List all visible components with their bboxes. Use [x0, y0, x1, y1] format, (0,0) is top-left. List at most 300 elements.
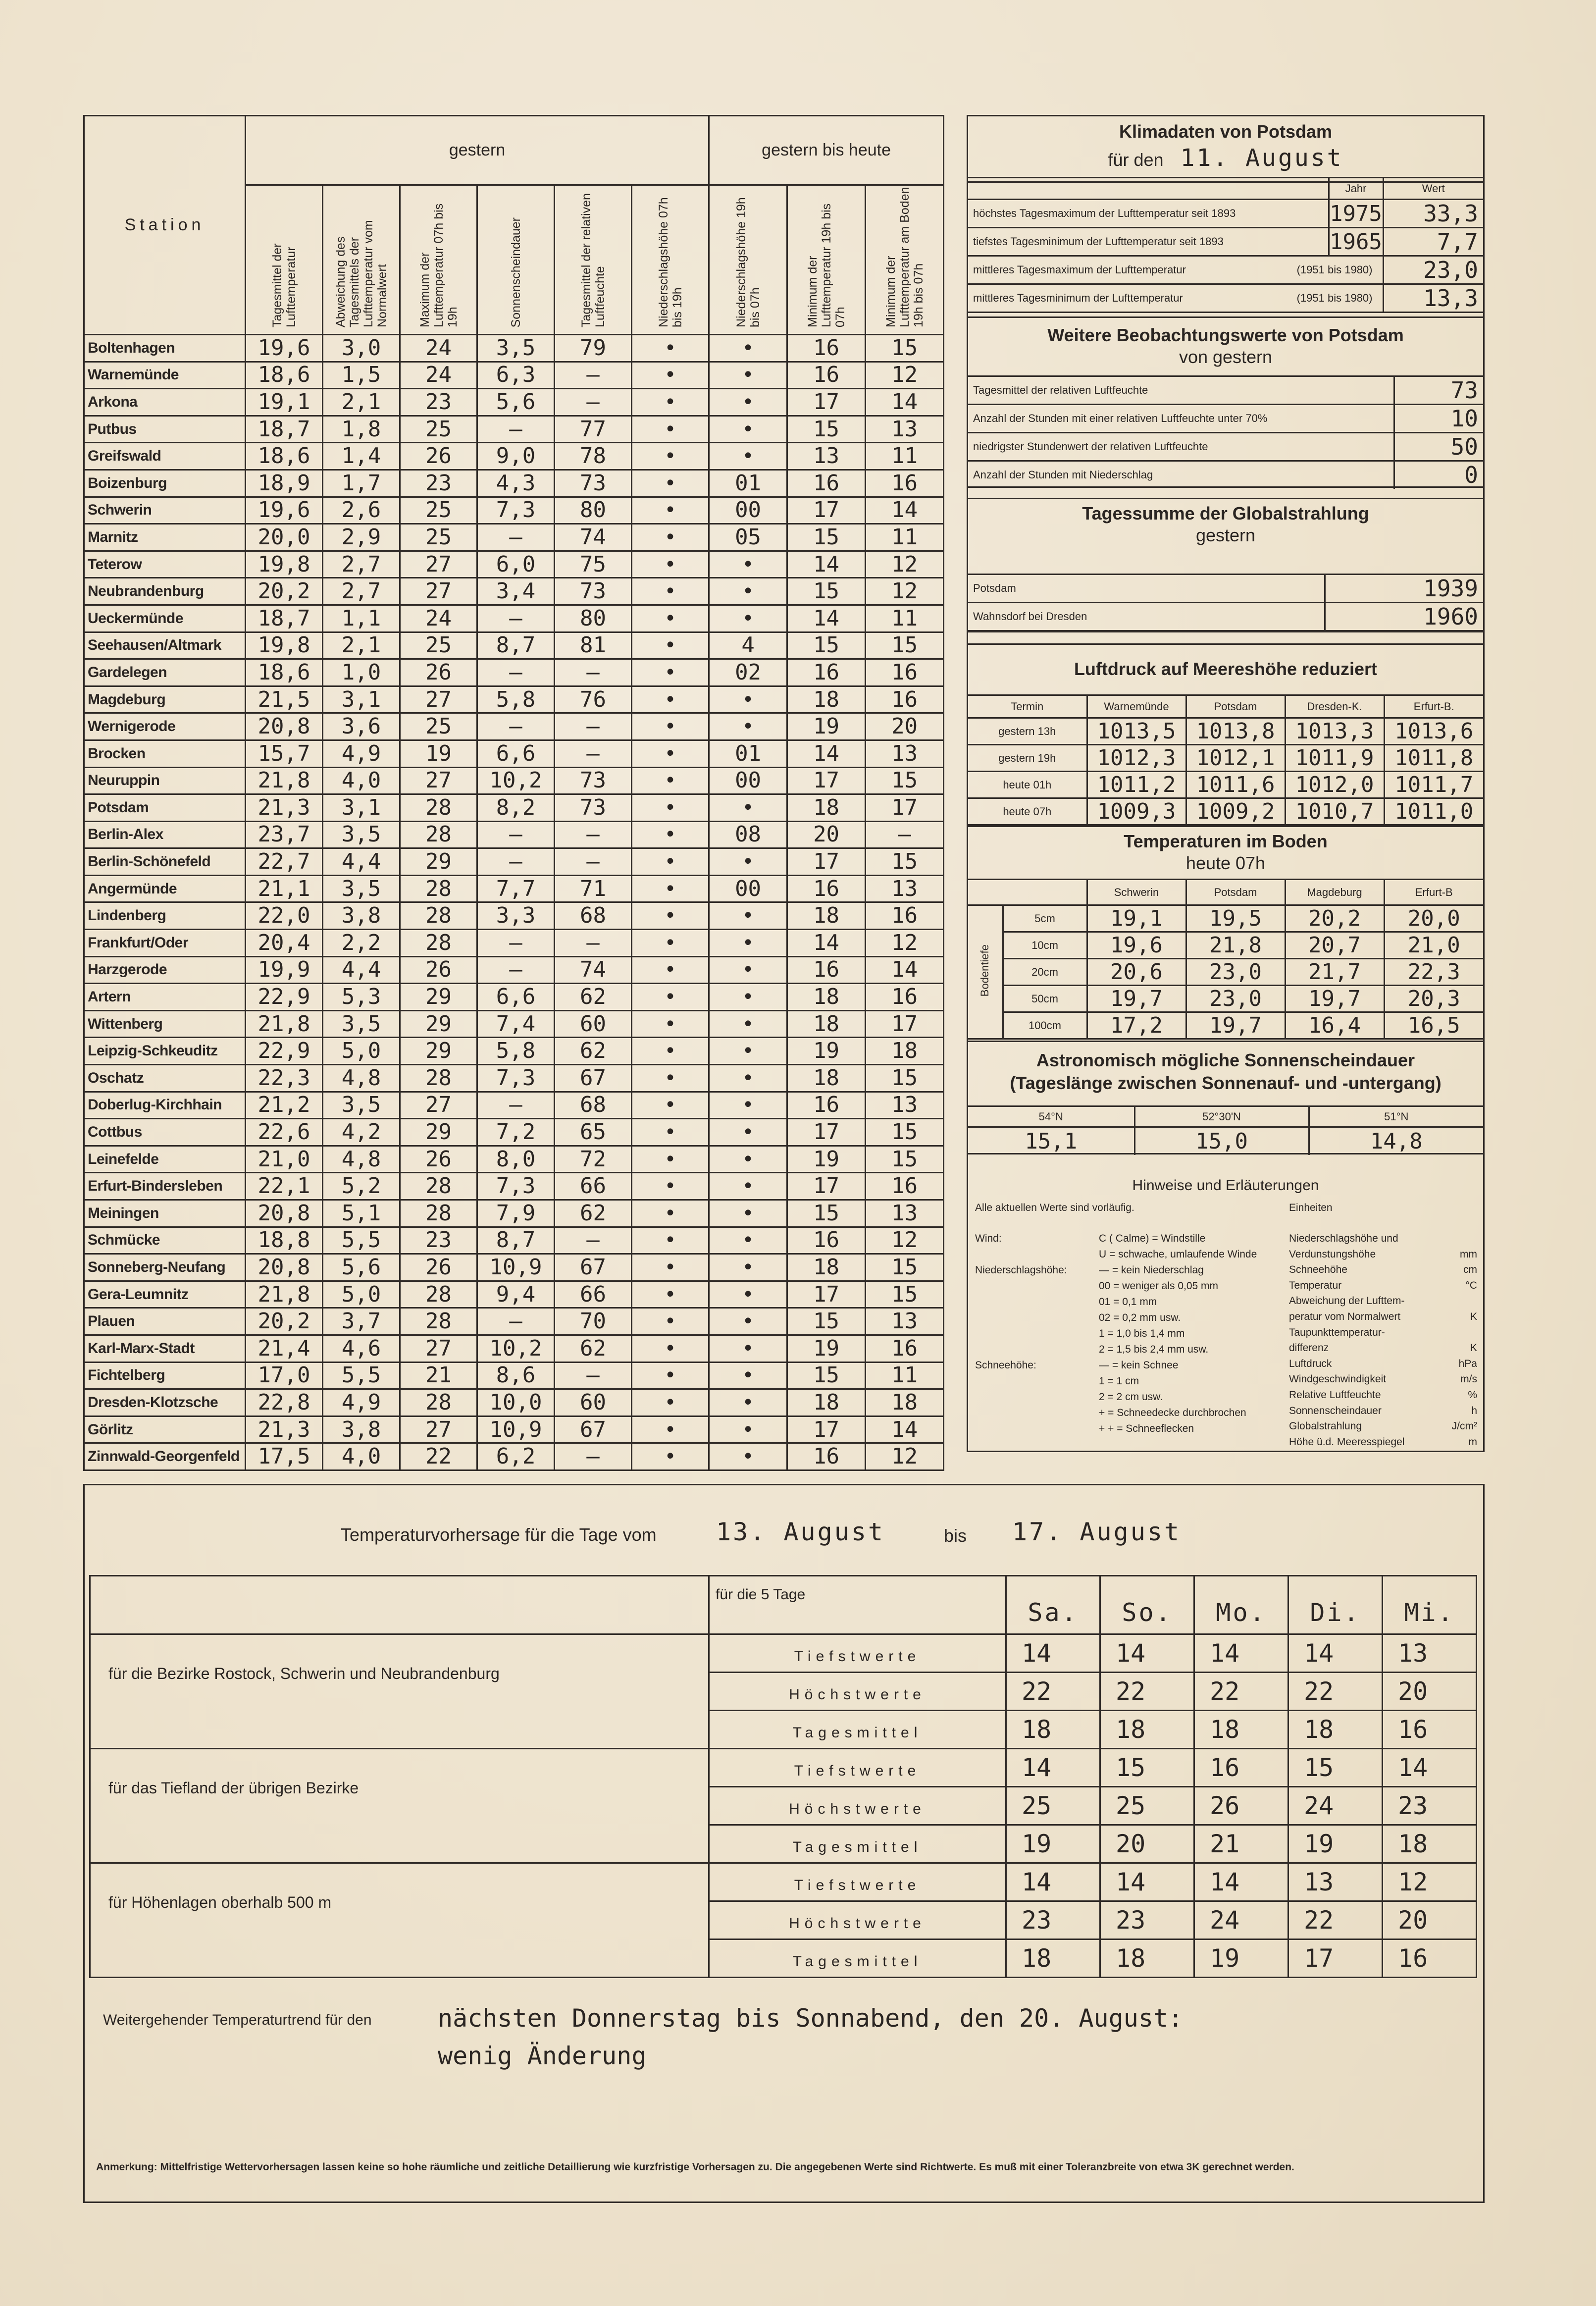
station-name: Seehausen/Altmark: [84, 632, 246, 659]
station-value: 62: [555, 1200, 632, 1227]
station-value: 21,5: [246, 686, 323, 713]
station-value: 66: [555, 1173, 632, 1200]
station-value: 28: [400, 1200, 477, 1227]
station-value: 8,0: [477, 1146, 555, 1173]
station-value: 3,5: [323, 821, 400, 848]
station-value: —: [477, 524, 555, 551]
station-value: 15: [787, 578, 866, 605]
station-value: 16: [866, 470, 944, 497]
station-value: —: [555, 1443, 632, 1470]
station-value: 16: [787, 470, 866, 497]
forecast-row: [90, 1749, 1477, 1787]
station-value: 28: [400, 1173, 477, 1200]
station-value: •: [709, 1389, 787, 1416]
klima-row-wert: 33,3: [1383, 200, 1483, 228]
boden-header: Erfurt-B: [1384, 880, 1483, 905]
station-value: 16: [866, 1173, 944, 1200]
station-value: 4,9: [323, 740, 400, 767]
weekday-header: So.: [1100, 1576, 1194, 1634]
legend-line: [975, 1421, 1282, 1437]
station-value: •: [632, 1362, 709, 1389]
station-value: 22,0: [246, 902, 323, 930]
forecast-value: 22: [1006, 1673, 1100, 1711]
forecast-value: 14: [1100, 1634, 1194, 1673]
station-value: 8,7: [477, 632, 555, 659]
station-value: 62: [555, 1038, 632, 1065]
station-value: 16: [866, 659, 944, 686]
station-value: 18,6: [246, 443, 323, 470]
astro-value: 15,0: [1134, 1127, 1309, 1155]
row-type: Höchstwerte: [709, 1787, 1006, 1825]
boden-value: 19,7: [1087, 986, 1186, 1012]
forecast-value: 21: [1194, 1825, 1288, 1863]
station-value: 5,6: [477, 389, 555, 416]
right-panel: [967, 115, 1485, 1452]
station-row: [84, 524, 944, 551]
station-value: 12: [866, 1227, 944, 1254]
station-value: 20: [866, 713, 944, 740]
group-gestern-bis-heute: gestern bis heute: [709, 116, 944, 185]
station-value: 5,3: [323, 984, 400, 1011]
column-header: [477, 185, 555, 335]
row-type: Tagesmittel: [709, 1939, 1006, 1978]
station-value: 4,8: [323, 1065, 400, 1092]
station-value: 1,0: [323, 659, 400, 686]
legend-value: + = Schneedecke durchbrochen: [1099, 1407, 1246, 1418]
klima-col-jahr: Jahr: [1329, 178, 1383, 200]
station-value: 26: [400, 1146, 477, 1173]
station-value: 14: [787, 551, 866, 578]
legend-value: — = kein Niederschlag: [1099, 1264, 1204, 1276]
klima-row-label-cell: [968, 284, 1383, 313]
unit-key: Höhe ü.d. Meeresspiegel: [1289, 1436, 1405, 1448]
legend-line: [975, 1294, 1282, 1310]
boden-header: Schwerin: [1087, 880, 1186, 905]
station-value: 16: [866, 1335, 944, 1362]
station-value: 73: [555, 470, 632, 497]
forecast-value: 16: [1383, 1939, 1477, 1978]
boden-depth: 50cm: [1003, 986, 1087, 1012]
boden-row: [968, 932, 1483, 959]
column-header-text: Niederschlagshöhe 19h bis 07h: [734, 197, 762, 327]
weitere-table: [968, 375, 1483, 489]
unit-symbol: mm: [1460, 1248, 1477, 1260]
unit-line: [1289, 1356, 1477, 1372]
station-row: [84, 875, 944, 902]
station-row: [84, 1092, 944, 1119]
station-value: 15: [866, 335, 944, 362]
hinweise-units-title: Einheiten: [1289, 1202, 1333, 1213]
station-value: 29: [400, 1119, 477, 1146]
column-header-text: Abweichung des Tagesmittels der Lufttemperatur vom Normalwert: [333, 220, 389, 327]
station-value: •: [709, 1173, 787, 1200]
forecast-value: 18: [1288, 1711, 1383, 1749]
klima-row-period: (1951 bis 1980): [1296, 263, 1373, 276]
forecast-to: 17. August: [1012, 1518, 1182, 1546]
station-value: 23: [400, 1227, 477, 1254]
station-value: 19: [787, 713, 866, 740]
column-header-text: Niederschlagshöhe 07h bis 19h: [656, 197, 684, 327]
station-value: 14: [787, 930, 866, 957]
station-value: •: [709, 416, 787, 443]
station-value: •: [632, 497, 709, 524]
station-value: •: [632, 848, 709, 876]
row-type: Höchstwerte: [709, 1901, 1006, 1939]
forecast-from: 13. August: [716, 1518, 885, 1546]
luftdruck-title: Luftdruck auf Meereshöhe reduziert: [1074, 659, 1378, 679]
station-value: 28: [400, 821, 477, 848]
station-value: •: [632, 524, 709, 551]
station-row: [84, 1254, 944, 1281]
station-value: 22,6: [246, 1119, 323, 1146]
station-value: 16: [787, 875, 866, 902]
station-value: 22,7: [246, 848, 323, 876]
station-name: Gardelegen: [84, 659, 246, 686]
station-value: 28: [400, 930, 477, 957]
region-name: für Höhenlagen oberhalb 500 m: [90, 1863, 709, 1978]
column-header-text: Tagesmittel der Lufttemperatur: [270, 243, 298, 327]
station-value: •: [632, 956, 709, 984]
station-value: 6,6: [477, 740, 555, 767]
boden-side-label-cell: [968, 905, 1003, 1039]
station-value: 16: [866, 902, 944, 930]
station-value: •: [632, 443, 709, 470]
station-value: 27: [400, 1335, 477, 1362]
station-value: 11: [866, 443, 944, 470]
station-value: 16: [787, 1092, 866, 1119]
forecast-value: 24: [1194, 1901, 1288, 1939]
station-value: 79: [555, 335, 632, 362]
station-value: •: [632, 578, 709, 605]
station-row: [84, 713, 944, 740]
station-value: 26: [400, 659, 477, 686]
luftdruck-value: 1013,3: [1285, 718, 1384, 745]
station-value: 4,0: [323, 1443, 400, 1470]
station-value: 08: [709, 821, 787, 848]
station-value: •: [709, 984, 787, 1011]
station-value: 5,1: [323, 1200, 400, 1227]
station-value: 10,9: [477, 1254, 555, 1281]
boden-depth: 100cm: [1003, 1012, 1087, 1039]
station-value: 27: [400, 767, 477, 794]
legend-value: 2 = 2 cm usw.: [1099, 1391, 1163, 1403]
station-value: •: [632, 362, 709, 389]
station-value: 24: [400, 362, 477, 389]
row-type: Tagesmittel: [709, 1825, 1006, 1863]
hinweise-units: [1289, 1231, 1477, 1450]
station-name: Frankfurt/Oder: [84, 930, 246, 957]
station-row: [84, 1362, 944, 1389]
luftdruck-value: 1010,7: [1285, 798, 1384, 825]
station-value: 29: [400, 1038, 477, 1065]
station-value: 13: [866, 416, 944, 443]
station-name: Schwerin: [84, 497, 246, 524]
legend-line: [975, 1373, 1282, 1389]
station-value: •: [632, 821, 709, 848]
forecast-value: 18: [1006, 1711, 1100, 1749]
forecast-value: 22: [1194, 1673, 1288, 1711]
station-name: Meiningen: [84, 1200, 246, 1227]
station-value: •: [632, 1200, 709, 1227]
station-value: •: [709, 902, 787, 930]
unit-line: [1289, 1340, 1477, 1356]
station-row: [84, 794, 944, 822]
station-value: 28: [400, 875, 477, 902]
station-row: [84, 1335, 944, 1362]
station-value: 22: [400, 1443, 477, 1470]
boden-depth: 5cm: [1003, 905, 1087, 932]
station-value: •: [709, 1443, 787, 1470]
station-value: 73: [555, 578, 632, 605]
station-value: 27: [400, 1092, 477, 1119]
station-value: 26: [400, 443, 477, 470]
luftdruck-row: [968, 745, 1483, 772]
station-row: [84, 470, 944, 497]
legend-key: [975, 1405, 1099, 1421]
forecast-value: 20: [1100, 1825, 1194, 1863]
station-row: [84, 1038, 944, 1065]
station-value: 10,9: [477, 1416, 555, 1443]
station-value: 20,8: [246, 1254, 323, 1281]
global-title: Tagessumme der Globalstrahlung: [1082, 503, 1369, 524]
station-value: 11: [866, 524, 944, 551]
forecast-value: 14: [1194, 1634, 1288, 1673]
unit-line: [1289, 1278, 1477, 1294]
station-value: 24: [400, 605, 477, 632]
boden-side-label: Bodentiefe: [978, 944, 991, 997]
forecast-value: 14: [1383, 1749, 1477, 1787]
station-value: •: [709, 1119, 787, 1146]
column-header-text: Minimum der Lufttemperatur 19h bis 07h: [805, 203, 847, 327]
legend-value: — = kein Schnee: [1099, 1360, 1179, 1371]
station-row: [84, 1200, 944, 1227]
legend-key: [975, 1389, 1099, 1405]
station-value: 21,8: [246, 767, 323, 794]
station-value: 3,5: [477, 335, 555, 362]
trend-line-2: wenig Änderung: [438, 2042, 647, 2070]
legend-value: U = schwache, umlaufende Winde: [1099, 1249, 1257, 1260]
legend-key: [975, 1373, 1099, 1389]
klima-header: [968, 116, 1483, 183]
station-row: [84, 1281, 944, 1308]
astro-title: Astronomisch mögliche Sonnenscheindauer: [1036, 1050, 1415, 1070]
weekday-header: Sa.: [1006, 1576, 1100, 1634]
forecast-value: 16: [1194, 1749, 1288, 1787]
station-value: —: [477, 848, 555, 876]
station-value: •: [632, 1443, 709, 1470]
forecast-bis: bis: [944, 1525, 967, 1546]
column-header: [400, 185, 477, 335]
station-value: 17: [787, 1281, 866, 1308]
unit-key: Verdunstungshöhe: [1289, 1248, 1376, 1260]
station-name: Cottbus: [84, 1119, 246, 1146]
forecast-value: 22: [1288, 1901, 1383, 1939]
boden-title: Temperaturen im Boden: [1124, 831, 1328, 851]
station-value: 27: [400, 578, 477, 605]
station-value: 15,7: [246, 740, 323, 767]
station-value: 28: [400, 1065, 477, 1092]
station-row: [84, 497, 944, 524]
luftdruck-row: [968, 798, 1483, 825]
station-value: 23: [400, 470, 477, 497]
station-value: •: [632, 1119, 709, 1146]
legend-value: 01 = 0,1 mm: [1099, 1296, 1157, 1308]
station-value: 18,9: [246, 470, 323, 497]
luftdruck-table: [968, 694, 1483, 826]
station-value: •: [709, 605, 787, 632]
unit-symbol: cm: [1463, 1264, 1477, 1276]
station-value: •: [632, 632, 709, 659]
row-type: Tagesmittel: [709, 1711, 1006, 1749]
global-value: 1939: [1325, 575, 1483, 603]
unit-symbol: h: [1471, 1405, 1477, 1416]
forecast-value: 17: [1288, 1939, 1383, 1978]
forecast-value: 20: [1383, 1901, 1477, 1939]
station-value: 76: [555, 686, 632, 713]
column-header-text: Minimum der Lufttemperatur am Boden 19h bis 07h: [883, 187, 926, 327]
station-name: Wernigerode: [84, 713, 246, 740]
station-value: 16: [866, 984, 944, 1011]
station-value: 74: [555, 956, 632, 984]
legend-key: [975, 1294, 1099, 1310]
forecast-value: 18: [1006, 1939, 1100, 1978]
boden-value: 23,0: [1186, 959, 1285, 986]
station-value: 15: [787, 524, 866, 551]
forecast-value: 15: [1288, 1749, 1383, 1787]
boden-value: 20,3: [1384, 986, 1483, 1012]
unit-line: [1289, 1387, 1477, 1403]
station-value: 15: [866, 632, 944, 659]
boden-row: [968, 986, 1483, 1012]
station-row: [84, 956, 944, 984]
station-value: 77: [555, 416, 632, 443]
station-row: [84, 1119, 944, 1146]
station-value: 25: [400, 632, 477, 659]
station-value: 18,6: [246, 362, 323, 389]
station-value: •: [632, 1308, 709, 1335]
legend-line: [975, 1342, 1282, 1358]
station-value: •: [632, 875, 709, 902]
luftdruck-value: 1011,0: [1384, 798, 1483, 825]
row-type: Höchstwerte: [709, 1673, 1006, 1711]
station-value: 68: [555, 1092, 632, 1119]
station-value: —: [477, 659, 555, 686]
station-row: [84, 686, 944, 713]
forecast-value: 14: [1006, 1749, 1100, 1787]
hinweise-legend: [975, 1231, 1282, 1437]
station-value: 18,7: [246, 416, 323, 443]
station-value: •: [709, 1200, 787, 1227]
station-value: 4: [709, 632, 787, 659]
station-value: 5,5: [323, 1227, 400, 1254]
station-value: 6,0: [477, 551, 555, 578]
station-row: [84, 1389, 944, 1416]
station-value: 67: [555, 1254, 632, 1281]
legend-line: [975, 1278, 1282, 1294]
luftdruck-header: Erfurt-B.: [1384, 695, 1483, 718]
klima-table: [968, 177, 1483, 313]
klima-date-line: [968, 144, 1483, 172]
station-value: 10,2: [477, 1335, 555, 1362]
station-value: 21,0: [246, 1146, 323, 1173]
station-name: Brocken: [84, 740, 246, 767]
column-header: [555, 185, 632, 335]
station-value: 2,1: [323, 632, 400, 659]
station-value: •: [632, 1065, 709, 1092]
boden-subtitle: heute 07h: [1185, 853, 1266, 873]
klima-row-label: tiefstes Tagesminimum der Lufttemperatur seit 1893: [968, 228, 1329, 256]
boden-value: 19,6: [1087, 932, 1186, 959]
klima-row-jahr: 1965: [1329, 228, 1383, 256]
weitere-value: 73: [1394, 376, 1483, 405]
station-value: 15: [866, 767, 944, 794]
station-value: 81: [555, 632, 632, 659]
station-value: 18: [866, 1389, 944, 1416]
forecast-value: 23: [1006, 1901, 1100, 1939]
station-value: 11: [866, 1362, 944, 1389]
weitere-value: 50: [1394, 433, 1483, 461]
boden-value: 19,7: [1186, 1012, 1285, 1039]
forecast-value: 18: [1100, 1711, 1194, 1749]
station-value: 4,4: [323, 956, 400, 984]
station-row: [84, 551, 944, 578]
station-value: •: [632, 686, 709, 713]
station-value: 17: [787, 848, 866, 876]
legend-line: [975, 1231, 1282, 1247]
luftdruck-value: 1011,2: [1087, 772, 1186, 798]
station-value: 26: [400, 1254, 477, 1281]
luftdruck-termin: heute 07h: [968, 798, 1087, 825]
station-value: 18: [787, 902, 866, 930]
station-value: 19,8: [246, 632, 323, 659]
station-value: 17: [787, 1173, 866, 1200]
station-value: 3,7: [323, 1308, 400, 1335]
station-row: [84, 848, 944, 876]
forecast-value: 13: [1383, 1634, 1477, 1673]
station-value: 5,8: [477, 1038, 555, 1065]
station-value: 15: [787, 1200, 866, 1227]
station-row: [84, 578, 944, 605]
luftdruck-value: 1013,5: [1087, 718, 1186, 745]
weitere-label: Anzahl der Stunden mit einer relativen Luftfeuchte unter 70%: [968, 405, 1394, 433]
weitere-label: Tagesmittel der relativen Luftfeuchte: [968, 376, 1394, 405]
klima-date-value: 11. August: [1180, 144, 1343, 172]
column-header: [709, 185, 787, 335]
forecast-value: 13: [1288, 1863, 1383, 1901]
unit-key: Taupunkttemperatur-: [1289, 1326, 1385, 1338]
station-value: 17: [866, 1010, 944, 1038]
station-value: 7,7: [477, 875, 555, 902]
luftdruck-value: 1009,3: [1087, 798, 1186, 825]
station-value: 74: [555, 524, 632, 551]
station-name: Greifswald: [84, 443, 246, 470]
station-value: 15: [866, 1254, 944, 1281]
station-value: 3,8: [323, 1416, 400, 1443]
station-name: Schmücke: [84, 1227, 246, 1254]
weekday-header: Di.: [1288, 1576, 1383, 1634]
unit-symbol: °C: [1465, 1279, 1477, 1291]
station-value: 73: [555, 767, 632, 794]
station-value: 28: [400, 902, 477, 930]
luftdruck-value: 1011,6: [1186, 772, 1285, 798]
station-value: —: [477, 930, 555, 957]
boden-depth: 20cm: [1003, 959, 1087, 986]
station-row: [84, 1065, 944, 1092]
station-value: 68: [555, 902, 632, 930]
station-value: •: [709, 930, 787, 957]
station-value: 13: [866, 875, 944, 902]
station-value: 26: [400, 956, 477, 984]
